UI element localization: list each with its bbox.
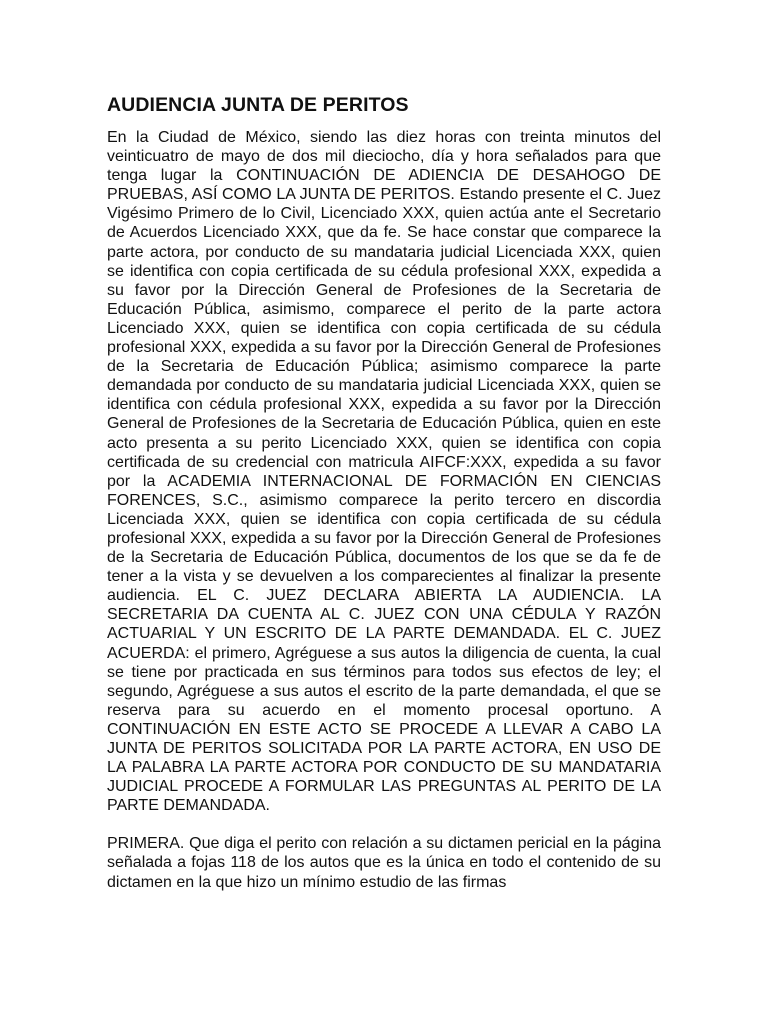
paragraph-hearing-record: En la Ciudad de México, siendo las diez horas con treinta minutos del veinticuatro de mayo de dos mil dieciocho, día y hora señalados para que tenga lugar la CONTINUACIÓN DE ADIENCIA DE DESAHOGO DE PRUEBAS, ASÍ COMO LA JUNTA DE PERITOS. Estando presente el C. Juez Vigésimo Primero de lo Civil, Licenciado XXX, quien actúa ante el Secretario de Acuerdos Licenciado XXX, que da fe. Se hace constar que comparece la parte actora, por conducto de su mandataria judicial Licenciada XXX, quien se identifica con copia certificada de su cédula profesional XXX, expedida a su favor por la Dirección General de Profesiones de la Secretaria de Educación Pública, asimismo, comparece el perito de la parte actora Licenciado XXX, quien se identifica con copia certificada de su cédula profesional XXX, expedida a su favor por la Dirección General de Profesiones de la Secretaria de Educación Pública; asimismo comparece la parte demandada por conducto de su mandataria judicial Licenciada XXX, quien se identifica con cédula profesional XXX, expedida a su favor por la Dirección General de Profesiones de la Secretaria de Educación Pública, quien en este acto presenta a su perito Licenciado XXX, quien se identifica con copia certificada de su credencial con matricula AIFCF:XXX, expedida a su favor por la ACADEMIA INTERNACIONAL DE FORMACIÓN EN CIENCIAS FORENCES, S.C., asimismo comparece la perito tercero en discordia Licenciada XXX, quien se identifica con copia certificada de su cédula profesional XXX, expedida a su favor por la Dirección General de Profesiones de la Secretaria de Educación Pública, documentos de los que se da fe de tener a la vista y se devuelven a los comparecientes al finalizar la presente audiencia. EL C. JUEZ DECLARA ABIERTA LA AUDIENCIA. LA SECRETARIA DA CUENTA AL C. JUEZ CON UNA CÉDULA Y RAZÓN ACTUARIAL Y UN ESCRITO DE LA PARTE DEMANDADA. EL C. JUEZ ACUERDA: el primero, Agréguese a sus autos la diligencia de cuenta, la cual se tiene por practicada en sus términos para todos sus efectos de ley; el segundo, Agréguese a sus autos el escrito de la parte demandada, el que se reserva para su acuerdo en el momento procesal oportuno. A CONTINUACIÓN EN ESTE ACTO SE PROCEDE A LLEVAR A CABO LA JUNTA DE PERITOS SOLICITADA POR LA PARTE ACTORA, EN USO DE LA PALABRA LA PARTE ACTORA POR CONDUCTO DE SU MANDATARIA JUDICIAL PROCEDE A FORMULAR LAS PREGUNTAS AL PERITO DE LA PARTE DEMANDADA. xyxy=(107,129,661,815)
document-page xyxy=(107,92,661,892)
document-title: AUDIENCIA JUNTA DE PERITOS xyxy=(107,94,409,116)
paragraph-first-question: PRIMERA. Que diga el perito con relación a su dictamen pericial en la página señalada a fojas 118 de los autos que es la única en todo el contenido de su dictamen en la que hizo un mínimo estudio de las firmas xyxy=(107,835,661,891)
